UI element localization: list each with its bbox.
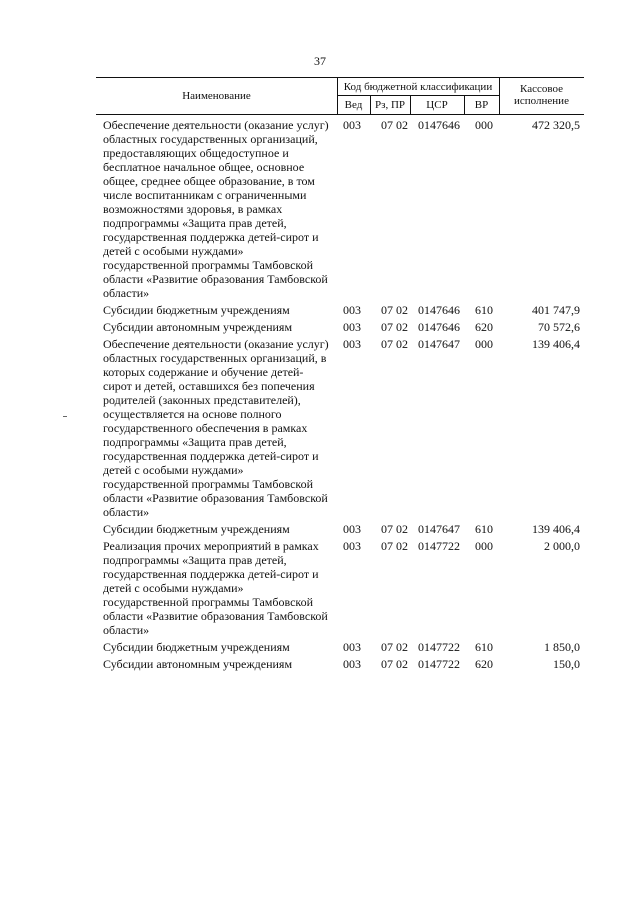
- table-row: [0, 522, 640, 536]
- header-name: Наименование: [182, 90, 251, 102]
- table-row: [0, 539, 640, 637]
- row-rz: 07 02: [381, 118, 408, 132]
- row-sum: 139 406,4: [532, 522, 580, 536]
- row-name: Реализация прочих мероприятий в рамках подпрограммы «Защита прав детей, государственная поддержка детей-сирот и детей с особыми нуждами» государственной программы Тамбовской области «Развитие образования Тамбовской области»: [103, 539, 328, 637]
- row-sum: 139 406,4: [532, 337, 580, 351]
- table-row: [0, 303, 640, 317]
- row-name: Субсидии автономным учреждениям: [103, 657, 293, 671]
- table-header: [96, 77, 584, 115]
- row-rz: 07 02: [381, 539, 408, 553]
- row-rz: 07 02: [381, 640, 408, 654]
- table-body: [0, 118, 640, 674]
- row-vr: 610: [475, 522, 493, 536]
- row-rz: 07 02: [381, 303, 408, 317]
- row-ved: 003: [343, 522, 361, 536]
- row-csr: 0147722: [418, 539, 460, 553]
- table-row: [0, 337, 640, 519]
- row-vr: 620: [475, 320, 493, 334]
- row-vr: 610: [475, 640, 493, 654]
- table-row: [0, 640, 640, 654]
- row-csr: 0147647: [418, 522, 460, 536]
- row-csr: 0147646: [418, 303, 460, 317]
- table-row: [0, 657, 640, 671]
- row-csr: 0147646: [418, 320, 460, 334]
- table-row: [0, 118, 640, 300]
- header-cash-line2: исполнение: [514, 95, 569, 107]
- row-name: Обеспечение деятельности (оказание услуг) областных государственных организаций, в которых содержание и обучение детей-сирот и детей, оставшихся без попечения родителей (законных представителей), осуществляется на основе полного государственного обеспечения в рамках подпрограммы «Защита прав детей, государственная поддержка детей-сирот и детей с особыми нуждами» государственной программы Тамбовской области «Развитие образования Тамбовской области»: [103, 337, 329, 519]
- header-csr: ЦСР: [426, 99, 448, 111]
- row-rz: 07 02: [381, 522, 408, 536]
- header-vr: ВР: [474, 99, 489, 111]
- row-sum: 2 000,0: [544, 539, 580, 553]
- row-sum: 1 850,0: [544, 640, 580, 654]
- row-rz: 07 02: [381, 337, 408, 351]
- row-ved: 003: [343, 337, 361, 351]
- row-ved: 003: [343, 640, 361, 654]
- row-name: Субсидии бюджетным учреждениям: [103, 640, 290, 654]
- page-number: 37: [314, 54, 326, 68]
- header-ved: Вед: [344, 99, 363, 111]
- row-csr: 0147646: [418, 118, 460, 132]
- row-rz: 07 02: [381, 320, 408, 334]
- row-sum: 401 747,9: [532, 303, 580, 317]
- row-name: Субсидии автономным учреждениям: [103, 320, 293, 334]
- row-ved: 003: [343, 118, 361, 132]
- row-csr: 0147647: [418, 337, 460, 351]
- row-sum: 150,0: [553, 657, 580, 671]
- row-name: Субсидии бюджетным учреждениям: [103, 522, 290, 536]
- row-vr: 000: [475, 539, 493, 553]
- header-cash-line1: Кассовое: [520, 83, 563, 95]
- header-code-group: Код бюджетной классификации: [343, 81, 493, 93]
- scan-mark: [63, 416, 67, 417]
- row-vr: 610: [475, 303, 493, 317]
- row-rz: 07 02: [381, 657, 408, 671]
- row-ved: 003: [343, 320, 361, 334]
- row-csr: 0147722: [418, 657, 460, 671]
- table-row: [0, 320, 640, 334]
- row-csr: 0147722: [418, 640, 460, 654]
- row-ved: 003: [343, 539, 361, 553]
- row-ved: 003: [343, 657, 361, 671]
- row-name: Субсидии бюджетным учреждениям: [103, 303, 290, 317]
- row-sum: 472 320,5: [532, 118, 580, 132]
- header-cash: [499, 83, 584, 107]
- row-vr: 620: [475, 657, 493, 671]
- header-rz: Рз, ПР: [374, 99, 406, 111]
- row-vr: 000: [475, 118, 493, 132]
- row-name: Обеспечение деятельности (оказание услуг) областных государственных организаций, предоставляющих общедоступное и бесплатное начальное общее, основное общее, среднее общее образование, в том числе воспитанникам с ограниченными возможностями здоровья, в рамках подпрограммы «Защита прав детей, государственная поддержка детей-сирот и детей с особыми нуждами» государственной программы Тамбовской области «Развитие образования Тамбовской области»: [103, 118, 329, 300]
- row-sum: 70 572,6: [538, 320, 580, 334]
- header-divider: [337, 95, 499, 96]
- row-vr: 000: [475, 337, 493, 351]
- row-ved: 003: [343, 303, 361, 317]
